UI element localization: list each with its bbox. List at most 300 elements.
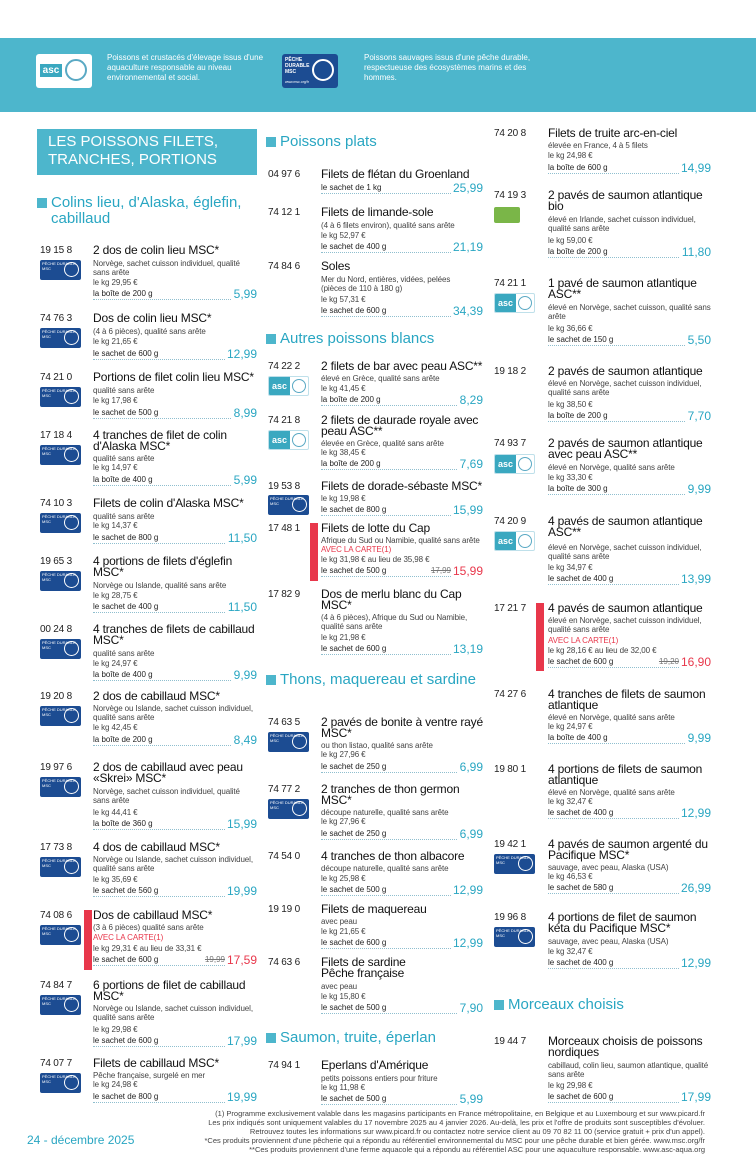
package-size: le sachet de 600 g (321, 938, 387, 947)
product-name: 2 pavés de saumon atlantique bio (548, 188, 703, 213)
price-per-kg: le kg 29,98 € (548, 1081, 593, 1090)
msc-label-text: PÊCHE DURABLE MSC (42, 329, 76, 339)
product-description: sauvage, avec peau, Alaska (USA) (548, 937, 669, 946)
price-per-kg: le kg 24,97 € (548, 722, 593, 731)
fish-check-icon (64, 859, 79, 874)
page-number: 24 - décembre 2025 (27, 1133, 135, 1147)
product-code: 19 20 8 (40, 691, 72, 702)
price: 11,50 (227, 531, 257, 545)
package-size: le sachet de 600 g (548, 1092, 614, 1101)
price-per-kg: le kg 34,97 € (548, 563, 593, 572)
price-per-kg: le kg 57,31 € (321, 295, 366, 304)
package-size: la boîte de 400 g (548, 733, 608, 742)
package-size: le sachet de 500 g (321, 1094, 387, 1103)
product-item (494, 912, 711, 974)
price: 13,99 (680, 572, 711, 586)
product-code: 74 19 3 (494, 190, 526, 201)
product-item (268, 169, 483, 199)
asc-label-icon (268, 430, 309, 450)
asc-label-text: asc (269, 377, 290, 395)
product-description: Afrique du Sud ou Namibie, qualité sans arête (321, 536, 480, 545)
price-per-kg: le kg 33,30 € (548, 473, 593, 482)
product-description: petits poissons entiers pour friture (321, 1074, 438, 1083)
price-per-kg: le kg 29,95 € (93, 278, 138, 287)
price: 12,99 (452, 936, 483, 950)
price: 12,99 (452, 883, 483, 897)
msc-label-icon (268, 799, 309, 819)
msc-label-text: PÊCHE DURABLE MSC (42, 858, 76, 868)
price: 5,99 (233, 287, 257, 301)
product-description: avec peau (321, 917, 358, 926)
price-line (548, 161, 711, 174)
price-per-kg: le kg 27,96 € (321, 817, 366, 826)
product-code: 19 42 1 (494, 839, 526, 850)
price: 8,99 (233, 406, 257, 420)
product-description: Norvège, sachet cuisson individuel, qualité sans arête (93, 787, 240, 805)
product-name: 2 dos de colin lieu MSC* (93, 243, 219, 257)
msc-label-icon (40, 706, 81, 726)
msc-label-text: PÊCHE DURABLE MSC (42, 261, 76, 271)
asc-logo-icon (36, 54, 92, 88)
price-line (321, 827, 483, 840)
price-per-kg: le kg 24,98 € (93, 1080, 138, 1089)
fish-check-icon (64, 641, 79, 656)
product-description: (4 à 6 pièces), Afrique du Sud ou Namibie, qualité sans arête (321, 613, 468, 631)
price-per-kg: le kg 41,45 € (321, 384, 366, 393)
product-name: Morceaux choisis de poissons nordiques (548, 1034, 703, 1059)
asc-label-icon (494, 293, 535, 313)
footnote-1: (1) Programme exclusivement valable dans les magasins participants en France métropolitaine, en Belgique et au Luxembourg et sur www.picard.fr (215, 1109, 705, 1118)
price-line (321, 304, 483, 317)
package-size: la boîte de 200 g (93, 289, 153, 298)
product-description: élevée en Grèce, qualité sans arête (321, 439, 444, 448)
product-item (494, 1036, 711, 1106)
product-name: 4 portions de filets d'églefin MSC* (93, 554, 233, 579)
price: 7,69 (459, 457, 483, 471)
product-item (268, 784, 483, 846)
price-per-kg: le kg 44,41 € (93, 808, 138, 817)
product-name: 4 tranches de filet de colin d'Alaska MSC* (93, 428, 227, 453)
price: 15,99 (452, 503, 483, 517)
price-line (93, 473, 257, 486)
product-code: 74 93 7 (494, 438, 526, 449)
package-size: la boîte de 200 g (548, 247, 608, 256)
package-size: la boîte de 360 g (93, 819, 153, 828)
product-code: 19 80 1 (494, 764, 526, 775)
asc-label-text: asc (495, 294, 516, 312)
product-item (268, 207, 483, 257)
price-per-kg: le kg 14,37 € (93, 521, 138, 530)
promo-bar (536, 603, 544, 671)
fish-check-icon (64, 447, 79, 462)
price-line (93, 406, 257, 419)
fish-check-icon (64, 573, 79, 588)
product-name: Filets de cabillaud MSC* (93, 1056, 219, 1070)
price-per-kg: le kg 38,50 € (548, 400, 593, 409)
price-line (93, 953, 257, 966)
price-per-kg: le kg 15,80 € (321, 992, 366, 1001)
product-description: élevé en Norvège, qualité sans arête (548, 463, 675, 472)
package-size: la boîte de 400 g (93, 670, 153, 679)
product-description: cabillaud, colin lieu, saumon atlantique, qualité sans arête (548, 1061, 709, 1079)
fish-check-icon (64, 515, 79, 530)
package-size: le sachet de 500 g (321, 566, 387, 575)
price-per-kg: le kg 25,98 € (321, 874, 366, 883)
msc-label-text: PÊCHE DURABLE MSC (270, 800, 304, 810)
product-code: 19 65 3 (40, 556, 72, 567)
price-line (548, 806, 711, 819)
product-description: Norvège ou Islande, sachet cuisson individuel, qualité sans arête (93, 704, 253, 722)
msc-label-text: PÊCHE DURABLE MSC (42, 572, 76, 582)
price: 6,99 (459, 760, 483, 774)
product-item (40, 980, 257, 1048)
price-line (321, 1001, 483, 1014)
msc-label-icon (40, 571, 81, 591)
price: 6,99 (459, 827, 483, 841)
product-description: qualité sans arête (93, 454, 155, 463)
product-item (494, 438, 711, 500)
promo-label: AVEC LA CARTE(1) (548, 636, 619, 645)
product-item (268, 1060, 483, 1108)
package-size: le sachet de 400 g (548, 808, 614, 817)
msc-label-text: PÊCHE DURABLE MSC (42, 1074, 76, 1084)
product-description: qualité sans arête (93, 649, 155, 658)
product-item (40, 624, 257, 682)
price-per-kg: le kg 14,97 € (93, 463, 138, 472)
fish-check-icon (292, 433, 306, 447)
product-name: 2 dos de cabillaud MSC* (93, 689, 220, 703)
price-line (93, 884, 257, 897)
msc-label-text: PÊCHE DURABLE MSC (42, 707, 76, 717)
price: 19,99 (226, 1090, 257, 1104)
package-size: la boîte de 300 g (548, 484, 608, 493)
asc-label-icon (494, 531, 535, 551)
price-line (93, 733, 257, 746)
product-code: 17 21 7 (494, 603, 526, 614)
product-description: avec peau (321, 982, 358, 991)
product-item (268, 481, 483, 519)
fish-check-icon (64, 262, 79, 277)
msc-label-icon (40, 260, 81, 280)
product-name: 4 pavés de saumon atlantique ASC** (548, 514, 703, 539)
product-description: élevé en Grèce, qualité sans arête (321, 374, 440, 383)
product-code: 19 44 7 (494, 1036, 526, 1047)
product-item (494, 278, 711, 350)
product-item (494, 689, 711, 749)
product-name: 2 pavés de bonite à ventre rayé MSC* (321, 715, 483, 740)
price-line (93, 1034, 257, 1047)
product-name: 4 dos de cabillaud MSC* (93, 840, 220, 854)
product-name: Filets de truite arc-en-ciel (548, 126, 678, 140)
product-code: 74 20 8 (494, 128, 526, 139)
product-name: Dos de merlu blanc du Cap MSC* (321, 587, 462, 612)
fish-check-icon (64, 708, 79, 723)
price: 17,99 (680, 1090, 711, 1104)
product-item (40, 372, 257, 422)
price-line (548, 655, 711, 668)
price: 26,99 (680, 881, 711, 895)
msc-label-text: PÊCHE DURABLE MSC (42, 640, 76, 650)
price: 7,70 (687, 409, 711, 423)
price-per-kg: le kg 46,53 € (548, 872, 593, 881)
price-line (321, 564, 483, 577)
product-code: 74 21 8 (268, 415, 300, 426)
msc-label-icon (40, 445, 81, 465)
package-size: le sachet de 580 g (548, 883, 614, 892)
product-code: 74 84 7 (40, 980, 72, 991)
msc-label-text: PÊCHE DURABLE MSC (42, 926, 76, 936)
product-name: 4 portions de filet de saumon kéta du Pacifique MSC* (548, 910, 697, 935)
msc-description: Poissons sauvages issus d'une pêche durable, respectueuse des écosystèmes marins et des hommes. (364, 53, 531, 82)
fish-check-icon (64, 997, 79, 1012)
price-per-kg: le kg 52,97 € (321, 231, 366, 240)
product-name: Filets de flétan du Groenland (321, 167, 470, 181)
promo-label: AVEC LA CARTE(1) (93, 933, 164, 942)
price-per-kg: le kg 31,98 € au lieu de 35,98 € (321, 555, 430, 564)
price-line (321, 883, 483, 896)
asc-logo-text: asc (40, 64, 62, 77)
product-code: 00 24 8 (40, 624, 72, 635)
product-code: 74 84 6 (268, 261, 300, 272)
msc-label-text: PÊCHE DURABLE MSC (42, 778, 76, 788)
product-description: qualité sans arête (93, 386, 155, 395)
msc-label-icon (40, 995, 81, 1015)
package-size: le sachet de 800 g (93, 533, 159, 542)
price: 15,99 (226, 817, 257, 831)
product-description: élevé en Norvège, qualité sans arête (548, 788, 675, 797)
product-description: découpe naturelle, qualité sans arête (321, 808, 449, 817)
price-per-kg: le kg 11,98 € (321, 1083, 365, 1092)
fish-check-icon (292, 801, 307, 816)
product-item (40, 762, 257, 832)
package-size: le sachet de 150 g (548, 335, 614, 344)
price: 25,99 (452, 181, 483, 195)
price: 15,99 (452, 564, 483, 578)
product-code: 74 12 1 (268, 207, 300, 218)
old-price: 17,99 (430, 566, 451, 575)
msc-logo-icon (282, 54, 338, 88)
product-code: 17 18 4 (40, 430, 72, 441)
price-line (548, 731, 711, 744)
product-description: (4 à 6 filets environ), qualité sans arête (321, 221, 455, 230)
package-size: le sachet de 600 g (93, 955, 159, 964)
package-size: le sachet de 400 g (548, 958, 614, 967)
package-size: le sachet de 500 g (321, 1003, 387, 1012)
product-name: 2 pavés de saumon atlantique avec peau ASC** (548, 436, 703, 461)
product-description: élevé en Norvège, qualité sans arête (548, 713, 675, 722)
product-name: 4 pavés de saumon atlantique (548, 601, 703, 615)
package-size: le sachet de 500 g (93, 408, 159, 417)
product-code: 19 15 8 (40, 245, 72, 256)
package-size: le sachet de 560 g (93, 886, 159, 895)
price-per-kg: le kg 42,45 € (93, 723, 138, 732)
product-description: élevé en Norvège, sachet cuisson individuel, qualité sans arête (548, 543, 702, 561)
product-code: 74 20 9 (494, 516, 526, 527)
old-price: 19,20 (658, 657, 679, 666)
price-line (93, 1090, 257, 1103)
product-item (40, 245, 257, 305)
product-code: 74 77 2 (268, 784, 300, 795)
price: 5,99 (233, 473, 257, 487)
price-line (548, 245, 711, 258)
asc-label-text: asc (269, 431, 290, 449)
price-line (548, 1090, 711, 1103)
product-description: ou thon listao, qualité sans arête (321, 741, 433, 750)
price-line (93, 531, 257, 544)
price-line (93, 817, 257, 830)
price: 17,59 (226, 953, 257, 967)
product-code: 74 63 5 (268, 717, 300, 728)
package-size: le sachet de 400 g (93, 602, 159, 611)
fish-check-icon (518, 534, 532, 548)
product-name: Filets de lotte du Cap (321, 521, 430, 535)
product-name: Dos de cabillaud MSC* (93, 908, 213, 922)
price-line (321, 503, 483, 516)
price: 8,49 (233, 733, 257, 747)
price: 9,99 (233, 668, 257, 682)
product-item (40, 1058, 257, 1106)
product-description: qualité sans arête (93, 512, 155, 521)
category-title-autres-poissons-blancs: Autres poissons blancs (266, 331, 490, 347)
price-line (321, 393, 483, 406)
product-name: 2 filets de bar avec peau ASC** (321, 359, 483, 373)
msc-label-icon (40, 857, 81, 877)
product-code: 04 97 6 (268, 169, 300, 180)
price-per-kg: le kg 28,75 € (93, 591, 138, 600)
package-size: le sachet de 600 g (93, 349, 159, 358)
fish-check-icon (292, 734, 307, 749)
product-name: 1 pavé de saumon atlantique ASC** (548, 276, 697, 301)
price-per-kg: le kg 36,66 € (548, 324, 593, 333)
price-per-kg: le kg 24,97 € (93, 659, 138, 668)
price: 5,99 (459, 1092, 483, 1106)
price: 11,50 (227, 600, 257, 614)
package-size: le sachet de 600 g (548, 657, 614, 666)
price-line (548, 482, 711, 495)
fish-check-icon (518, 929, 533, 944)
package-size: le sachet de 1 kg (321, 183, 382, 192)
promo-bar (84, 910, 92, 970)
package-size: la boîte de 400 g (93, 475, 153, 484)
msc-logo-text: PÊCHE DURABLE MSC (285, 57, 310, 75)
product-code: 74 07 7 (40, 1058, 72, 1069)
category-title-saumon: Saumon, truite, éperlan (266, 1030, 490, 1046)
price-per-kg: le kg 59,00 € (548, 236, 593, 245)
price: 12,99 (226, 347, 257, 361)
product-item-promo (268, 523, 483, 583)
price-line (93, 668, 257, 681)
product-item (494, 516, 711, 588)
fish-check-icon (64, 779, 79, 794)
price-per-kg: le kg 32,47 € (548, 797, 593, 806)
product-name: Filets de dorade-sébaste MSC* (321, 479, 482, 493)
price-line (548, 572, 711, 585)
bio-leaf-icon (494, 207, 520, 223)
product-item (40, 498, 257, 546)
msc-label-icon (494, 854, 535, 874)
msc-label-icon (40, 1073, 81, 1093)
product-description: Pêche française, surgelé en mer (93, 1071, 206, 1080)
product-code: 74 22 2 (268, 361, 300, 372)
product-code: 74 21 1 (494, 278, 526, 289)
product-description: Mer du Nord, entières, vidées, pelées (pièces de 110 à 180 g) (321, 275, 451, 293)
price-per-kg: le kg 17,98 € (93, 396, 138, 405)
price: 11,80 (681, 245, 711, 259)
product-name: 2 dos de cabillaud avec peau «Skrei» MSC* (93, 760, 243, 785)
price-line (548, 881, 711, 894)
msc-label-text: PÊCHE DURABLE MSC (270, 733, 304, 743)
price: 7,90 (459, 1001, 483, 1015)
product-code: 17 82 9 (268, 589, 300, 600)
product-code: 19 53 8 (268, 481, 300, 492)
product-name: 6 portions de filet de cabillaud MSC* (93, 978, 246, 1003)
product-item (40, 313, 257, 363)
price-line (321, 642, 483, 655)
package-size: la boîte de 600 g (548, 163, 608, 172)
price-per-kg: le kg 38,45 € (321, 448, 366, 457)
product-code: 17 48 1 (268, 523, 300, 534)
product-code: 74 10 3 (40, 498, 72, 509)
package-size: le sachet de 250 g (321, 829, 387, 838)
fish-check-icon (65, 59, 87, 81)
product-item (40, 842, 257, 902)
package-size: la boîte de 200 g (548, 411, 608, 420)
product-code: 17 73 8 (40, 842, 72, 853)
product-code: 19 96 8 (494, 912, 526, 923)
package-size: la boîte de 200 g (321, 395, 381, 404)
product-code: 74 27 6 (494, 689, 526, 700)
product-name: Portions de filet colin lieu MSC* (93, 370, 254, 384)
product-description: (4 à 6 pièces), qualité sans arête (93, 327, 206, 336)
price-line (548, 956, 711, 969)
price: 13,19 (452, 642, 483, 656)
msc-label-text: PÊCHE DURABLE MSC (42, 446, 76, 456)
fish-check-icon (292, 379, 306, 393)
msc-label-icon (40, 925, 81, 945)
price: 16,90 (680, 655, 711, 669)
price-line (93, 287, 257, 300)
product-description: (3 à 6 pièces) qualité sans arête (93, 923, 204, 932)
price-line (548, 333, 711, 346)
product-name: 2 tranches de thon germon MSC* (321, 782, 460, 807)
fish-check-icon (64, 330, 79, 345)
price-line (548, 409, 711, 422)
product-item (494, 366, 711, 426)
fish-check-icon (64, 927, 79, 942)
product-code: 74 08 6 (40, 910, 72, 921)
price-per-kg: le kg 21,65 € (321, 927, 366, 936)
price: 21,19 (452, 240, 483, 254)
product-name: 4 tranches de filets de cabillaud MSC* (93, 622, 255, 647)
product-item (268, 904, 483, 954)
product-item (40, 691, 257, 751)
price-line (321, 457, 483, 470)
price-per-kg: le kg 19,98 € (321, 494, 366, 503)
price-line (93, 600, 257, 613)
product-item-promo (40, 910, 257, 972)
package-size: le sachet de 600 g (321, 644, 387, 653)
msc-label-icon (494, 927, 535, 947)
product-item-promo (494, 603, 711, 675)
product-name: 2 pavés de saumon atlantique (548, 364, 703, 378)
package-size: le sachet de 250 g (321, 762, 387, 771)
product-item (494, 764, 711, 824)
product-description: élevé en Norvège, sachet cuisson individuel, qualité sans arête (548, 616, 702, 634)
product-name: 4 portions de filets de saumon atlantique (548, 762, 703, 787)
price: 19,99 (226, 884, 257, 898)
product-code: 74 63 6 (268, 957, 300, 968)
product-code: 74 76 3 (40, 313, 72, 324)
